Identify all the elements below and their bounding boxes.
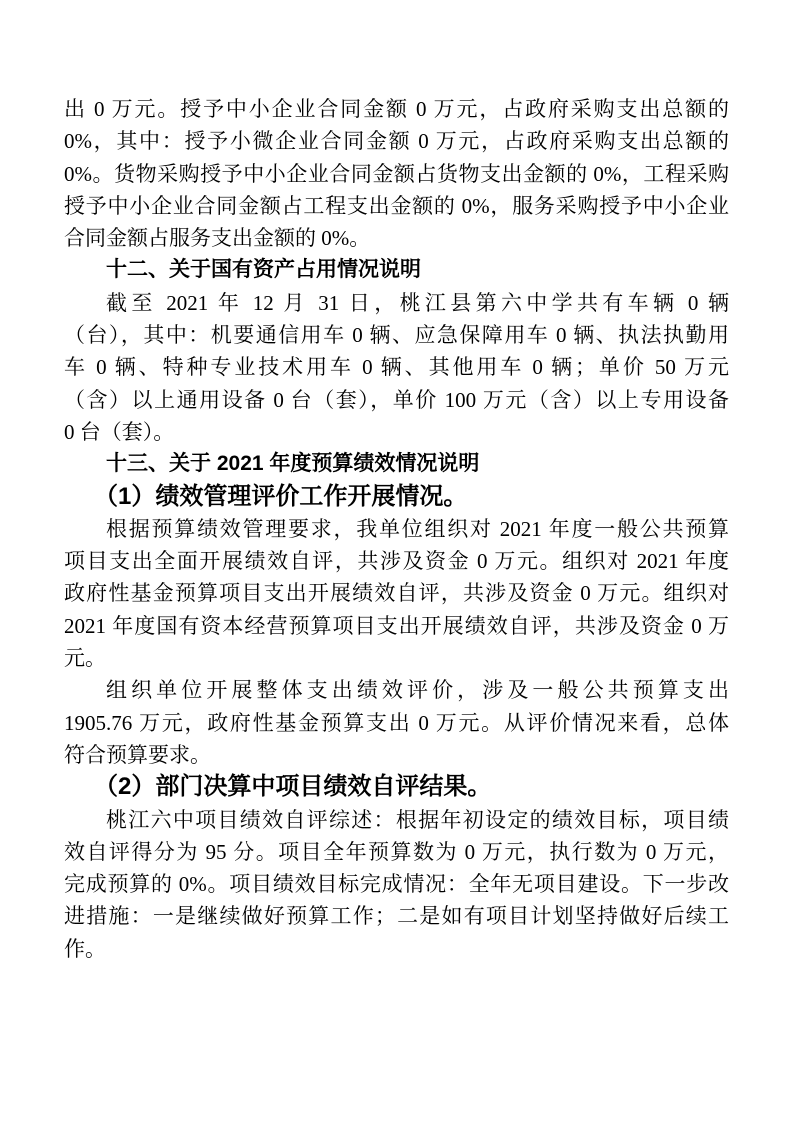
text-line: 政府性基金预算项目支出开展绩效自评，共涉及资金 0 万元。组织对 <box>64 581 729 606</box>
text-line: 车 0 辆、特种专业技术用车 0 辆、其他用车 0 辆；单价 50 万元 <box>64 355 729 380</box>
text-line: （含）以上通用设备 0 台（套），单价 100 万元（含）以上专用设备 <box>64 387 729 412</box>
paragraph <box>64 804 729 965</box>
text-line: 项目支出全面开展绩效自评，共涉及资金 0 万元。组织对 2021 年度 <box>64 549 729 574</box>
text-line: 符合预算要求。 <box>64 742 211 767</box>
text-line: 根据预算绩效管理要求，我单位组织对 2021 年度一般公共预算 <box>106 516 729 541</box>
text-line: 0%。货物采购授予中小企业合同金额占货物支出金额的 0%，工程采购 <box>64 161 729 186</box>
text-line: 作。 <box>64 936 106 961</box>
text-line: 完成预算的 0%。项目绩效目标完成情况：全年无项目建设。下一步改 <box>64 872 729 897</box>
sub-heading <box>64 771 729 803</box>
text-line: 合同金额占服务支出金额的 0%。 <box>64 226 371 251</box>
text-line: 效自评得分为 95 分。项目全年预算数为 0 万元，执行数为 0 万元， <box>64 839 729 864</box>
text-line: 0%，其中：授予小微企业合同金额 0 万元，占政府采购支出总额的 <box>64 129 729 154</box>
section-heading <box>64 254 729 286</box>
text-line: 桃江六中项目绩效自评综述：根据年初设定的绩效目标，项目绩 <box>106 807 729 832</box>
text-line: 1905.76 万元，政府性基金预算支出 0 万元。从评价情况来看，总体 <box>64 710 729 735</box>
text-line: 十三、关于 2021 年度预算绩效情况说明 <box>106 452 480 476</box>
section-heading <box>64 448 729 480</box>
text-line: 截至 2021 年 12 月 31 日，桃江县第六中学共有车辆 0 辆 <box>106 290 729 315</box>
paragraph <box>64 674 729 771</box>
paragraph <box>64 93 729 254</box>
paragraph <box>64 287 729 448</box>
text-line: 十二、关于国有资产占用情况说明 <box>106 258 421 282</box>
text-line: （台），其中：机要通信用车 0 辆、应急保障用车 0 辆、执法执勤用 <box>64 323 729 348</box>
text-line: 元。 <box>64 646 106 671</box>
text-line: 2021 年度国有资本经营预算项目支出开展绩效自评，共涉及资金 0 万 <box>64 613 729 638</box>
sub-heading <box>64 481 729 513</box>
text-line: （2）部门决算中项目绩效自评结果。 <box>94 773 492 801</box>
text-line: 出 0 万元。授予中小企业合同金额 0 万元，占政府采购支出总额的 <box>64 97 729 121</box>
paragraph <box>64 513 729 674</box>
text-line: （1）绩效管理评价工作开展情况。 <box>94 482 468 510</box>
text-line: 0 台（套）。 <box>64 419 175 444</box>
text-line: 授予中小企业合同金额占工程支出金额的 0%，服务采购授予中小企业 <box>64 193 729 218</box>
text-line: 进措施：一是继续做好预算工作；二是如有项目计划坚持做好后续工 <box>64 904 729 929</box>
document-content <box>64 93 729 965</box>
text-line: 组织单位开展整体支出绩效评价，涉及一般公共预算支出 <box>106 678 729 703</box>
